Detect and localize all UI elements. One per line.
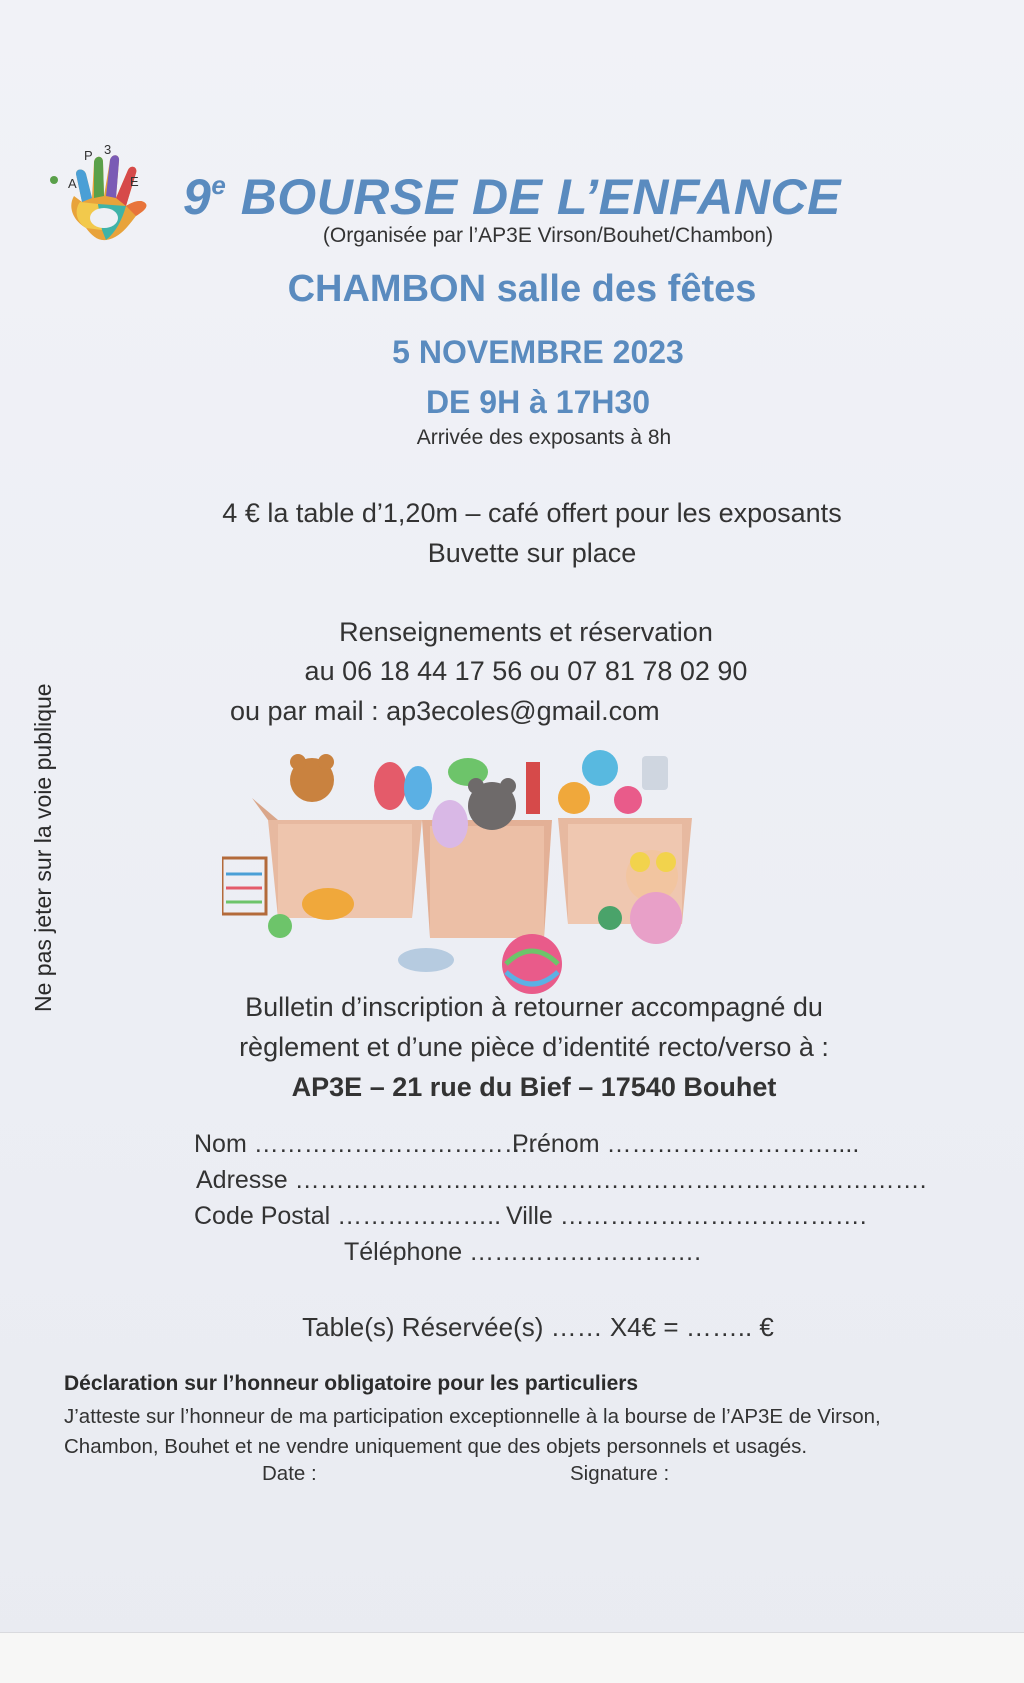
- bulletin-line-2: règlement et d’une pièce d’identité recto/verso à :: [239, 1032, 829, 1062]
- date-label[interactable]: Date :: [262, 1462, 317, 1485]
- contact-email: ou par mail : ap3ecoles@gmail.com: [230, 696, 660, 726]
- info-heading: Renseignements et réservation: [339, 617, 713, 647]
- bulletin-line-1: Bulletin d’inscription à retourner accompagné du: [245, 992, 823, 1022]
- buvette-note: Buvette sur place: [427, 538, 637, 568]
- tables-reserved-field[interactable]: Table(s) Réservée(s) …… X4€ = …….. €: [302, 1312, 774, 1342]
- exhibitor-arrival: Arrivée des exposants à 8h: [416, 426, 672, 449]
- ville-field[interactable]: Ville ……………………………….: [506, 1202, 867, 1230]
- logo-letter-3: 3: [104, 142, 112, 157]
- venue: CHAMBON salle des fêtes: [287, 268, 757, 310]
- adresse-field[interactable]: Adresse ………………………………………………………………….: [196, 1166, 927, 1194]
- title-number: 9: [183, 169, 212, 225]
- declaration-title: Déclaration sur l’honneur obligatoire pour les particuliers: [64, 1372, 639, 1395]
- toy-boxes-illustration: [222, 728, 762, 994]
- phone-numbers: au 06 18 44 17 56 ou 07 81 78 02 90: [304, 656, 748, 686]
- logo-letter-a: A: [68, 176, 77, 191]
- logo-letter-p: P: [84, 148, 93, 163]
- title-sup: e: [211, 170, 227, 200]
- organizer-subtitle: (Organisée par l’AP3E Virson/Bouhet/Chambon): [322, 224, 774, 247]
- logo-letter-e: E: [130, 174, 139, 189]
- event-title: [0, 168, 1024, 226]
- side-note: Ne pas jeter sur la voie publique: [30, 683, 56, 1012]
- event-hours: DE 9H à 17H30: [425, 384, 651, 420]
- title-rest: BOURSE DE L’ENFANCE: [226, 169, 841, 225]
- table-pricing: 4 € la table d’1,20m – café offert pour les exposants: [222, 498, 842, 528]
- event-date: 5 NOVEMBRE 2023: [392, 334, 684, 370]
- nom-field[interactable]: Nom …………………………….: [194, 1130, 536, 1158]
- signature-label[interactable]: Signature :: [570, 1462, 670, 1485]
- telephone-field[interactable]: Téléphone ……………………….: [344, 1238, 702, 1266]
- code-postal-field[interactable]: Code Postal ………………..: [194, 1202, 502, 1230]
- scan-bottom-edge: [0, 1632, 1024, 1683]
- prenom-field[interactable]: Prénom ………………………....: [512, 1130, 860, 1158]
- return-address: AP3E – 21 rue du Bief – 17540 Bouhet: [291, 1072, 777, 1102]
- declaration-text: J’atteste sur l’honneur de ma participation exceptionnelle à la bourse de l’AP3E de Virson, Chambon, Bouhet et ne vendre uniquement que des objets personnels et usagés.: [64, 1405, 881, 1458]
